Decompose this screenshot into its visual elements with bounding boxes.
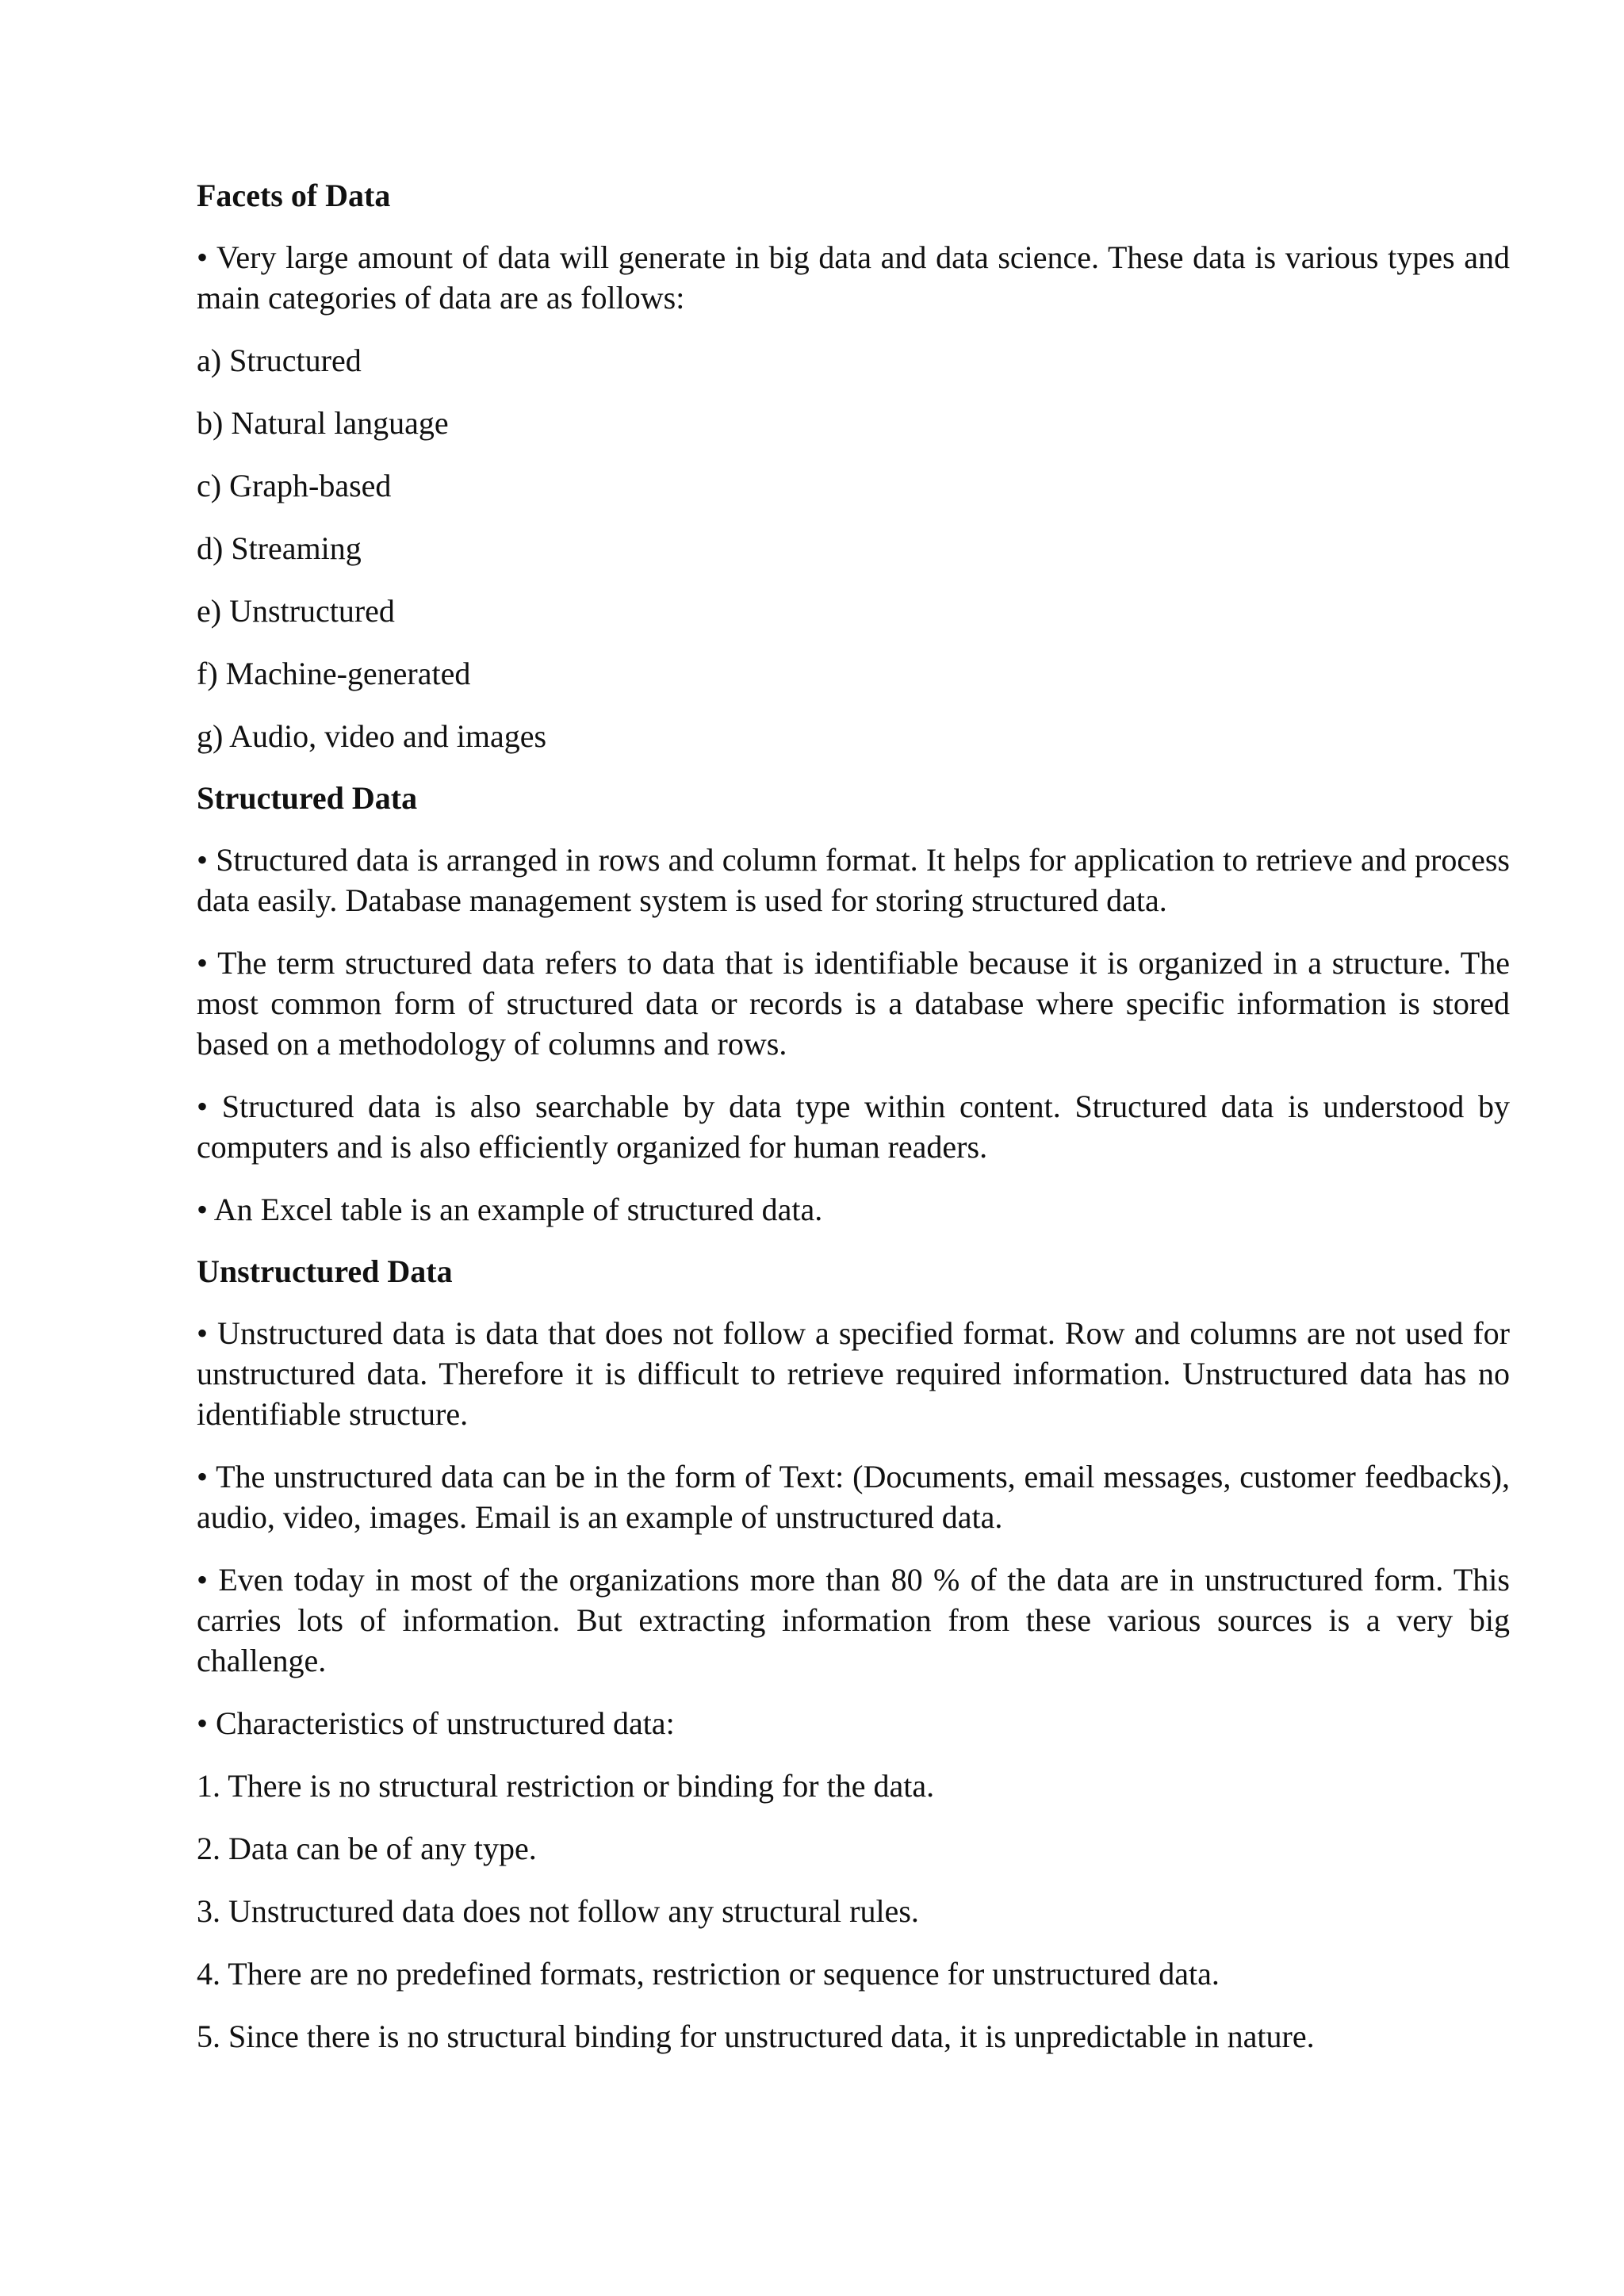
heading-unstructured-data: Unstructured Data (197, 1253, 453, 1289)
list-item: c) Graph-based (197, 468, 392, 503)
unstructured-paragraph: • Even today in most of the organizations more than 80 % of the data are in unstructured form. This carries lots of information. But extracting information from these various sources is a very big challenge. (197, 1562, 1510, 1678)
unstructured-paragraph: • Characteristics of unstructured data: (197, 1705, 675, 1741)
characteristic-item: 4. There are no predefined formats, restriction or sequence for unstructured data. (197, 1956, 1220, 1992)
facets-intro-paragraph: • Very large amount of data will generate in big data and data science. These data is various types and main categories of data are as follows: (197, 239, 1510, 316)
unstructured-paragraph: • Unstructured data is data that does not follow a specified format. Row and columns are not used for unstructured data. Therefore it is difficult to retrieve required information. Unstructured data has no identifiable structure. (197, 1315, 1510, 1432)
document-page (197, 176, 1510, 2079)
list-item: d) Streaming (197, 530, 362, 566)
characteristic-item: 2. Data can be of any type. (197, 1831, 537, 1866)
list-item: e) Unstructured (197, 593, 395, 629)
structured-paragraph: • The term structured data refers to data that is identifiable because it is organized in a structure. The most common form of structured data or records is a database where specific information is stored based on a methodology of columns and rows. (197, 945, 1510, 1062)
structured-paragraph: • Structured data is also searchable by data type within content. Structured data is understood by computers and is also efficiently organized for human readers. (197, 1089, 1510, 1165)
list-item: a) Structured (197, 342, 362, 378)
list-item: b) Natural language (197, 405, 449, 441)
characteristic-item: 1. There is no structural restriction or binding for the data. (197, 1768, 935, 1804)
structured-paragraph: • An Excel table is an example of structured data. (197, 1192, 823, 1227)
structured-paragraph: • Structured data is arranged in rows and column format. It helps for application to retrieve and process data easily. Database management system is used for storing structured data. (197, 842, 1510, 918)
heading-structured-data: Structured Data (197, 780, 418, 816)
heading-facets-of-data: Facets of Data (197, 178, 391, 213)
characteristic-item: 3. Unstructured data does not follow any structural rules. (197, 1893, 919, 1929)
unstructured-paragraph: • The unstructured data can be in the form of Text: (Documents, email messages, customer feedbacks), audio, video, images. Email is an example of unstructured data. (197, 1459, 1510, 1535)
list-item: g) Audio, video and images (197, 718, 547, 754)
characteristic-item: 5. Since there is no structural binding for unstructured data, it is unpredictable in nature. (197, 2019, 1315, 2054)
list-item: f) Machine-generated (197, 656, 471, 691)
